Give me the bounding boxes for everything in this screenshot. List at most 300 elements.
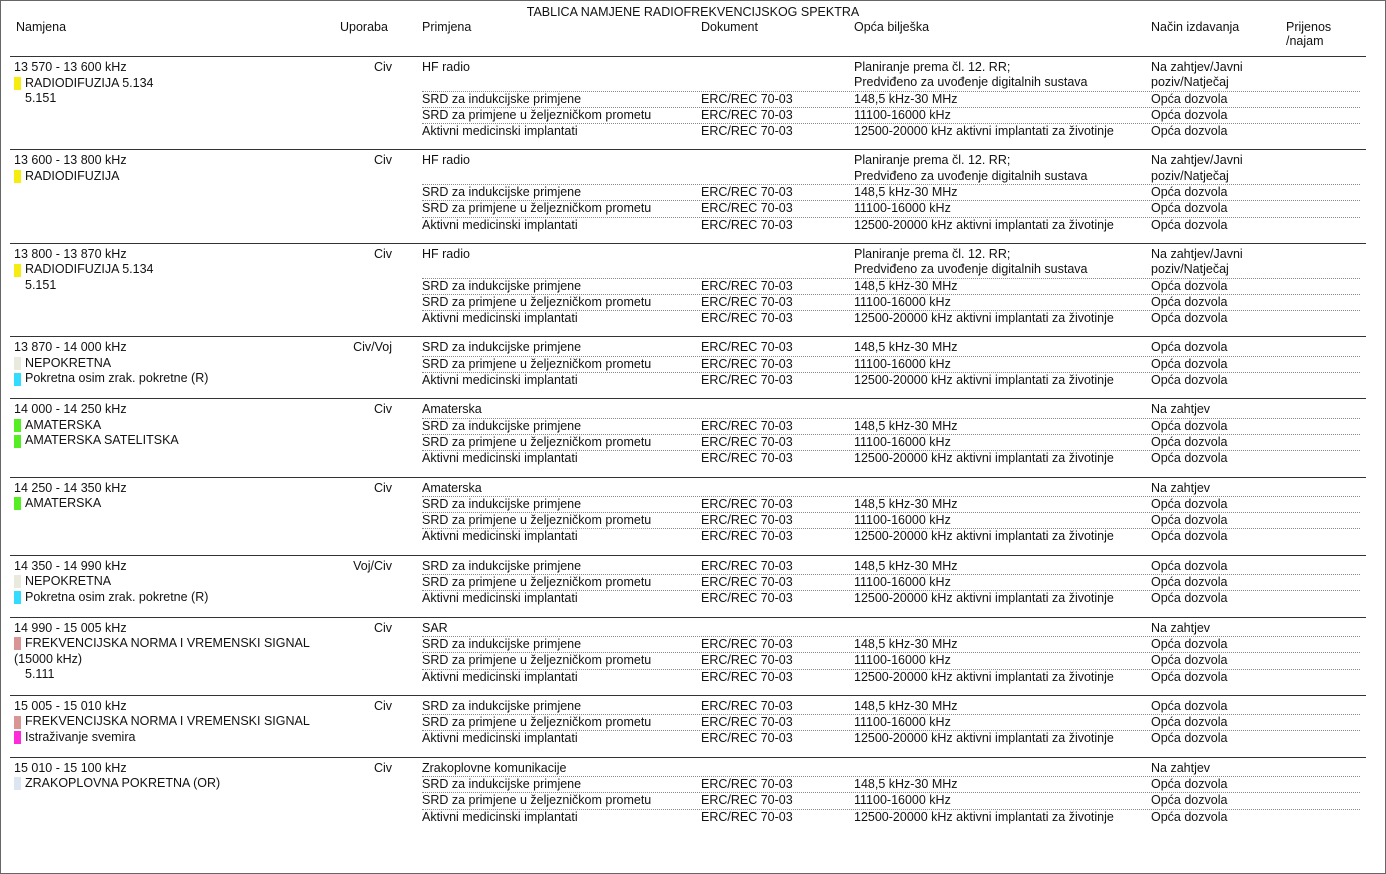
biljeska-cell <box>854 529 1151 544</box>
frequency-band-group <box>10 555 1366 617</box>
nacin-line: Opća dozvola <box>1151 451 1228 466</box>
biljeska-cell <box>854 311 1151 326</box>
uporaba-cell: Civ <box>373 698 392 713</box>
dokument-cell <box>701 153 854 184</box>
biljeska-line: 11100-16000 kHz <box>854 513 951 528</box>
application-row <box>422 340 1360 356</box>
nacin-cell <box>1151 435 1351 450</box>
biljeska-cell <box>854 435 1151 450</box>
frequency-range: 14 250 - 14 350 kHz <box>14 480 127 495</box>
allocation-text: AMATERSKA <box>25 417 102 432</box>
table-title: TABLICA NAMJENE RADIOFREKVENCIJSKOG SPEKTRA <box>526 5 860 19</box>
dokument-cell: ERC/REC 70-03 <box>701 669 793 684</box>
dokument-cell <box>701 60 854 91</box>
biljeska-line: Predviđeno za uvođenje digitalnih sustava <box>854 168 1088 183</box>
nacin-line: Opća dozvola <box>1151 91 1228 106</box>
biljeska-cell <box>854 419 1151 434</box>
biljeska-line: 12500-20000 kHz aktivni implantati za životinje <box>854 809 1114 824</box>
application-row <box>422 124 1360 139</box>
nacin-line: Opća dozvola <box>1151 373 1228 388</box>
frequency-range: 13 600 - 13 800 kHz <box>14 153 127 168</box>
allocation-line <box>14 433 344 449</box>
nacin-cell <box>1151 247 1351 278</box>
frequency-band-group <box>10 57 1366 149</box>
application-list <box>422 153 1360 232</box>
application-row <box>422 153 1360 185</box>
application-row <box>422 777 1360 793</box>
dokument-cell <box>701 621 854 636</box>
biljeska-line: 11100-16000 kHz <box>854 107 951 122</box>
frequency-band-group <box>10 477 1366 555</box>
nacin-line: Opća dozvola <box>1151 669 1228 684</box>
nacin-line: Opća dozvola <box>1151 434 1228 449</box>
biljeska-line: 11100-16000 kHz <box>854 575 951 590</box>
dokument-cell: ERC/REC 70-03 <box>701 91 793 106</box>
primjena-cell: SAR <box>422 620 448 635</box>
biljeska-cell <box>854 731 1151 746</box>
biljeska-cell <box>854 60 1151 91</box>
primjena-cell: SRD za indukcijske primjene <box>422 636 582 651</box>
nacin-line: Opća dozvola <box>1151 513 1228 528</box>
biljeska-cell <box>854 637 1151 652</box>
application-row <box>422 653 1360 669</box>
application-row <box>422 311 1360 326</box>
biljeska-line: 11100-16000 kHz <box>854 201 951 216</box>
biljeska-line: 148,5 kHz-30 MHz <box>854 418 958 433</box>
service-color-swatch <box>14 731 21 744</box>
primjena-cell: Aktivni medicinski implantati <box>422 669 578 684</box>
application-row <box>422 357 1360 373</box>
application-row <box>422 575 1360 591</box>
frequency-band-group <box>10 243 1366 336</box>
primjena-cell: SRD za primjene u željezničkom prometu <box>422 201 652 216</box>
biljeska-cell <box>854 513 1151 528</box>
frequency-range: 14 350 - 14 990 kHz <box>14 558 127 573</box>
allocation-text: Pokretna osim zrak. pokretne (R) <box>25 589 209 604</box>
application-list <box>422 621 1360 685</box>
biljeska-cell <box>854 153 1151 184</box>
dokument-cell: ERC/REC 70-03 <box>701 124 793 139</box>
biljeska-line: 12500-20000 kHz aktivni implantati za životinje <box>854 669 1114 684</box>
dokument-cell: ERC/REC 70-03 <box>701 793 793 808</box>
application-row <box>422 513 1360 529</box>
biljeska-cell <box>854 108 1151 123</box>
application-list <box>422 481 1360 545</box>
primjena-cell: Aktivni medicinski implantati <box>422 217 578 232</box>
nacin-line: Opća dozvola <box>1151 529 1228 544</box>
biljeska-line: Predviđeno za uvođenje digitalnih sustava <box>854 75 1088 90</box>
application-list <box>422 699 1360 747</box>
service-color-swatch <box>14 264 21 277</box>
allocation-text: ZRAKOPLOVNA POKRETNA (OR) <box>25 776 221 791</box>
service-color-swatch <box>14 777 21 790</box>
allocation-line <box>14 652 344 668</box>
allocation-text: AMATERSKA SATELITSKA <box>25 433 179 448</box>
biljeska-line: 148,5 kHz-30 MHz <box>854 558 958 573</box>
dokument-cell: ERC/REC 70-03 <box>701 809 793 824</box>
allocation-line <box>14 590 344 606</box>
biljeska-line <box>854 621 1151 636</box>
nacin-cell <box>1151 715 1351 730</box>
allocation-line <box>14 496 344 512</box>
header-uporaba: Uporaba <box>340 20 388 34</box>
allocation-text: RADIODIFUZIJA 5.134 <box>25 262 154 277</box>
header-biljeska: Opća bilješka <box>854 20 930 34</box>
namjena-cell <box>10 559 344 607</box>
uporaba-cell: Civ <box>373 60 392 74</box>
biljeska-cell <box>854 653 1151 668</box>
nacin-cell <box>1151 201 1351 216</box>
biljeska-line: 148,5 kHz-30 MHz <box>854 776 958 791</box>
application-row <box>422 810 1360 825</box>
frequency-band-group <box>10 398 1366 476</box>
nacin-cell <box>1151 419 1351 434</box>
application-row <box>422 295 1360 311</box>
frequency-range: 14 990 - 15 005 kHz <box>14 620 127 635</box>
allocation-line <box>14 278 344 294</box>
nacin-cell <box>1151 777 1351 792</box>
dokument-cell: ERC/REC 70-03 <box>701 496 793 511</box>
uporaba-cell: Civ <box>373 620 392 635</box>
primjena-cell: SRD za indukcijske primjene <box>422 418 582 433</box>
header-namjena: Namjena <box>16 20 67 34</box>
frequency-band-group <box>10 695 1366 757</box>
header-primjena: Primjena <box>422 20 472 34</box>
uporaba-cell: Civ <box>373 402 392 417</box>
service-color-swatch <box>14 497 21 510</box>
biljeska-cell <box>854 373 1151 388</box>
nacin-line: poziv/Natječaj <box>1151 75 1229 90</box>
primjena-cell: SRD za indukcijske primjene <box>422 698 582 713</box>
biljeska-line: 12500-20000 kHz aktivni implantati za životinje <box>854 373 1114 388</box>
primjena-cell: Amaterska <box>422 402 482 417</box>
dokument-cell: ERC/REC 70-03 <box>701 575 793 590</box>
application-row <box>422 670 1360 685</box>
primjena-cell: HF radio <box>422 246 470 261</box>
application-row <box>422 591 1360 606</box>
nacin-cell <box>1151 153 1351 184</box>
allocation-text: Istraživanje svemira <box>25 729 136 744</box>
nacin-cell <box>1151 60 1351 91</box>
primjena-cell: SRD za indukcijske primjene <box>422 185 582 200</box>
nacin-line: Opća dozvola <box>1151 294 1228 309</box>
allocation-line <box>14 636 344 652</box>
uporaba-cell: Civ <box>373 246 392 261</box>
application-row <box>422 419 1360 435</box>
namjena-cell <box>10 621 344 685</box>
namjena-cell <box>10 761 344 825</box>
primjena-cell: SRD za primjene u željezničkom prometu <box>422 294 652 309</box>
nacin-line: Opća dozvola <box>1151 107 1228 122</box>
primjena-cell: SRD za indukcijske primjene <box>422 496 582 511</box>
allocation-text: 5.111 <box>25 667 55 682</box>
header-nacin: Način izdavanja <box>1151 20 1240 34</box>
allocation-line <box>14 714 344 730</box>
nacin-line: Opća dozvola <box>1151 715 1228 730</box>
header-prijenos-line1: Prijenos <box>1286 20 1332 34</box>
header-prijenos-line2: /najam <box>1286 34 1324 48</box>
nacin-cell <box>1151 279 1351 294</box>
frequency-range: 15 010 - 15 100 kHz <box>14 760 127 775</box>
frequency-band-group <box>10 757 1366 835</box>
application-row <box>422 185 1360 201</box>
nacin-line: Opća dozvola <box>1151 698 1228 713</box>
service-color-swatch <box>14 357 21 370</box>
nacin-cell <box>1151 311 1351 326</box>
biljeska-line <box>854 481 1151 496</box>
nacin-cell <box>1151 108 1351 123</box>
frequency-range: 13 870 - 14 000 kHz <box>14 340 127 355</box>
primjena-cell: Aktivni medicinski implantati <box>422 809 578 824</box>
nacin-cell <box>1151 513 1351 528</box>
nacin-line: Opća dozvola <box>1151 591 1228 606</box>
nacin-line: Na zahtjev <box>1151 620 1211 635</box>
nacin-cell <box>1151 124 1351 139</box>
nacin-cell <box>1151 621 1351 636</box>
service-color-swatch <box>14 170 21 183</box>
application-row <box>422 699 1360 715</box>
allocation-line <box>14 667 344 683</box>
uporaba-cell: Civ <box>373 760 392 775</box>
biljeska-line: 148,5 kHz-30 MHz <box>854 340 958 355</box>
dokument-cell: ERC/REC 70-03 <box>701 698 793 713</box>
primjena-cell: Aktivni medicinski implantati <box>422 591 578 606</box>
dokument-cell: ERC/REC 70-03 <box>701 434 793 449</box>
allocation-table <box>0 57 1386 835</box>
nacin-cell <box>1151 218 1351 233</box>
biljeska-cell <box>854 340 1151 355</box>
header-dokument: Dokument <box>701 20 758 34</box>
biljeska-cell <box>854 591 1151 606</box>
service-color-swatch <box>14 373 21 386</box>
application-list <box>422 761 1360 825</box>
dokument-cell: ERC/REC 70-03 <box>701 201 793 216</box>
allocation-text: RADIODIFUZIJA 5.134 <box>25 75 154 90</box>
dokument-cell: ERC/REC 70-03 <box>701 513 793 528</box>
dokument-cell: ERC/REC 70-03 <box>701 558 793 573</box>
allocation-text: FREKVENCIJSKA NORMA I VREMENSKI SIGNAL <box>25 714 310 729</box>
dokument-cell: ERC/REC 70-03 <box>701 529 793 544</box>
biljeska-cell <box>854 481 1151 496</box>
nacin-cell <box>1151 92 1351 107</box>
primjena-cell: SRD za indukcijske primjene <box>422 776 582 791</box>
biljeska-cell <box>854 185 1151 200</box>
frequency-band-group <box>10 617 1366 695</box>
application-row <box>422 279 1360 295</box>
nacin-line: Opća dozvola <box>1151 731 1228 746</box>
dokument-cell: ERC/REC 70-03 <box>701 591 793 606</box>
nacin-line: Opća dozvola <box>1151 496 1228 511</box>
nacin-line: Opća dozvola <box>1151 636 1228 651</box>
dokument-cell: ERC/REC 70-03 <box>701 373 793 388</box>
biljeska-line: 148,5 kHz-30 MHz <box>854 278 958 293</box>
application-row <box>422 60 1360 92</box>
dokument-cell: ERC/REC 70-03 <box>701 340 793 355</box>
biljeska-line: 148,5 kHz-30 MHz <box>854 91 958 106</box>
dokument-cell: ERC/REC 70-03 <box>701 356 793 371</box>
primjena-cell: Aktivni medicinski implantati <box>422 451 578 466</box>
dokument-cell: ERC/REC 70-03 <box>701 451 793 466</box>
nacin-cell <box>1151 731 1351 746</box>
primjena-cell: Aktivni medicinski implantati <box>422 373 578 388</box>
allocation-line <box>14 356 344 372</box>
biljeska-cell <box>854 699 1151 714</box>
biljeska-line: 12500-20000 kHz aktivni implantati za životinje <box>854 451 1114 466</box>
frequency-range: 15 005 - 15 010 kHz <box>14 698 127 713</box>
nacin-cell <box>1151 451 1351 466</box>
primjena-cell: SRD za primjene u željezničkom prometu <box>422 575 652 590</box>
dokument-cell: ERC/REC 70-03 <box>701 731 793 746</box>
service-color-swatch <box>14 77 21 90</box>
nacin-cell <box>1151 529 1351 544</box>
primjena-cell: Aktivni medicinski implantati <box>422 124 578 139</box>
nacin-line: Opća dozvola <box>1151 356 1228 371</box>
biljeska-line: 148,5 kHz-30 MHz <box>854 496 958 511</box>
biljeska-line: Planiranje prema čl. 12. RR; <box>854 153 1011 168</box>
namjena-cell <box>10 60 344 139</box>
nacin-line: Opća dozvola <box>1151 217 1228 232</box>
application-list <box>422 340 1360 388</box>
application-row <box>422 218 1360 233</box>
biljeska-cell <box>854 402 1151 417</box>
application-row <box>422 108 1360 124</box>
biljeska-cell <box>854 295 1151 310</box>
application-list <box>422 247 1360 326</box>
primjena-cell: SRD za indukcijske primjene <box>422 278 582 293</box>
application-row <box>422 497 1360 513</box>
nacin-line: Na zahtjev/Javni <box>1151 153 1243 168</box>
primjena-cell: SRD za indukcijske primjene <box>422 91 582 106</box>
biljeska-cell <box>854 621 1151 636</box>
dokument-cell: ERC/REC 70-03 <box>701 418 793 433</box>
nacin-cell <box>1151 761 1351 776</box>
primjena-cell: SRD za primjene u željezničkom prometu <box>422 793 652 808</box>
primjena-cell: Zrakoplovne komunikacije <box>422 760 567 775</box>
allocation-line <box>14 76 344 92</box>
dokument-cell <box>701 402 854 417</box>
application-row <box>422 435 1360 451</box>
nacin-cell <box>1151 340 1351 355</box>
nacin-line: Na zahtjev <box>1151 760 1211 775</box>
nacin-line: poziv/Natječaj <box>1151 168 1229 183</box>
uporaba-cell: Civ <box>373 480 392 495</box>
namjena-cell <box>10 340 344 388</box>
biljeska-cell <box>854 451 1151 466</box>
nacin-line: Opća dozvola <box>1151 558 1228 573</box>
nacin-line: Opća dozvola <box>1151 575 1228 590</box>
nacin-line: Na zahtjev <box>1151 480 1211 495</box>
nacin-line: Opća dozvola <box>1151 793 1228 808</box>
dokument-cell: ERC/REC 70-03 <box>701 278 793 293</box>
biljeska-line: 12500-20000 kHz aktivni implantati za životinje <box>854 124 1114 139</box>
biljeska-cell <box>854 357 1151 372</box>
service-color-swatch <box>14 591 21 604</box>
nacin-cell <box>1151 575 1351 590</box>
biljeska-cell <box>854 810 1151 825</box>
frequency-band-group <box>10 336 1366 398</box>
allocation-text: 5.151 <box>25 277 57 292</box>
biljeska-cell <box>854 279 1151 294</box>
nacin-cell <box>1151 559 1351 574</box>
primjena-cell: HF radio <box>422 60 470 74</box>
nacin-line: Na zahtjev <box>1151 402 1211 417</box>
biljeska-line: 148,5 kHz-30 MHz <box>854 185 958 200</box>
allocation-line <box>14 371 344 387</box>
primjena-cell: Aktivni medicinski implantati <box>422 311 578 326</box>
application-row <box>422 481 1360 497</box>
primjena-cell: SRD za primjene u željezničkom prometu <box>422 107 652 122</box>
nacin-cell <box>1151 637 1351 652</box>
dokument-cell <box>701 247 854 278</box>
biljeska-line <box>854 761 1151 776</box>
nacin-cell <box>1151 793 1351 808</box>
biljeska-line: Planiranje prema čl. 12. RR; <box>854 246 1011 261</box>
frequency-range: 14 000 - 14 250 kHz <box>14 402 127 417</box>
nacin-line: Opća dozvola <box>1151 185 1228 200</box>
nacin-cell <box>1151 373 1351 388</box>
biljeska-cell <box>854 247 1151 278</box>
biljeska-cell <box>854 559 1151 574</box>
application-row <box>422 201 1360 217</box>
primjena-cell: Aktivni medicinski implantati <box>422 731 578 746</box>
biljeska-cell <box>854 575 1151 590</box>
allocation-line <box>14 776 344 792</box>
application-row <box>422 92 1360 108</box>
namjena-cell <box>10 481 344 545</box>
nacin-line: Opća dozvola <box>1151 809 1228 824</box>
nacin-cell <box>1151 670 1351 685</box>
dokument-cell: ERC/REC 70-03 <box>701 776 793 791</box>
primjena-cell: HF radio <box>422 153 470 168</box>
allocation-line <box>14 262 344 278</box>
application-row <box>422 761 1360 777</box>
primjena-cell: SRD za indukcijske primjene <box>422 558 582 573</box>
nacin-cell <box>1151 497 1351 512</box>
frequency-range: 13 800 - 13 870 kHz <box>14 246 127 261</box>
application-row <box>422 637 1360 653</box>
application-row <box>422 715 1360 731</box>
nacin-cell <box>1151 295 1351 310</box>
biljeska-line: 11100-16000 kHz <box>854 715 951 730</box>
allocation-text: RADIODIFUZIJA <box>25 168 120 183</box>
primjena-cell: SRD za primjene u željezničkom prometu <box>422 513 652 528</box>
biljeska-cell <box>854 218 1151 233</box>
service-color-swatch <box>14 435 21 448</box>
header-prijenos <box>1286 20 1331 48</box>
primjena-cell: SRD za primjene u željezničkom prometu <box>422 356 652 371</box>
primjena-cell: Amaterska <box>422 480 482 495</box>
allocation-text: FREKVENCIJSKA NORMA I VREMENSKI SIGNAL <box>25 636 310 651</box>
uporaba-cell: Voj/Civ <box>353 558 392 573</box>
nacin-line: Opća dozvola <box>1151 776 1228 791</box>
allocation-text: AMATERSKA <box>25 496 102 511</box>
biljeska-line: 11100-16000 kHz <box>854 793 951 808</box>
application-row <box>422 559 1360 575</box>
allocation-line <box>14 574 344 590</box>
application-row <box>422 621 1360 637</box>
application-row <box>422 451 1360 466</box>
allocation-line <box>14 418 344 434</box>
namjena-cell <box>10 699 344 747</box>
allocation-line <box>14 169 344 185</box>
application-row <box>422 529 1360 544</box>
nacin-line: Na zahtjev/Javni <box>1151 60 1243 74</box>
biljeska-line: 12500-20000 kHz aktivni implantati za životinje <box>854 591 1114 606</box>
nacin-cell <box>1151 810 1351 825</box>
primjena-cell: SRD za primjene u željezničkom prometu <box>422 715 652 730</box>
frequency-band-group <box>10 149 1366 242</box>
nacin-cell <box>1151 357 1351 372</box>
